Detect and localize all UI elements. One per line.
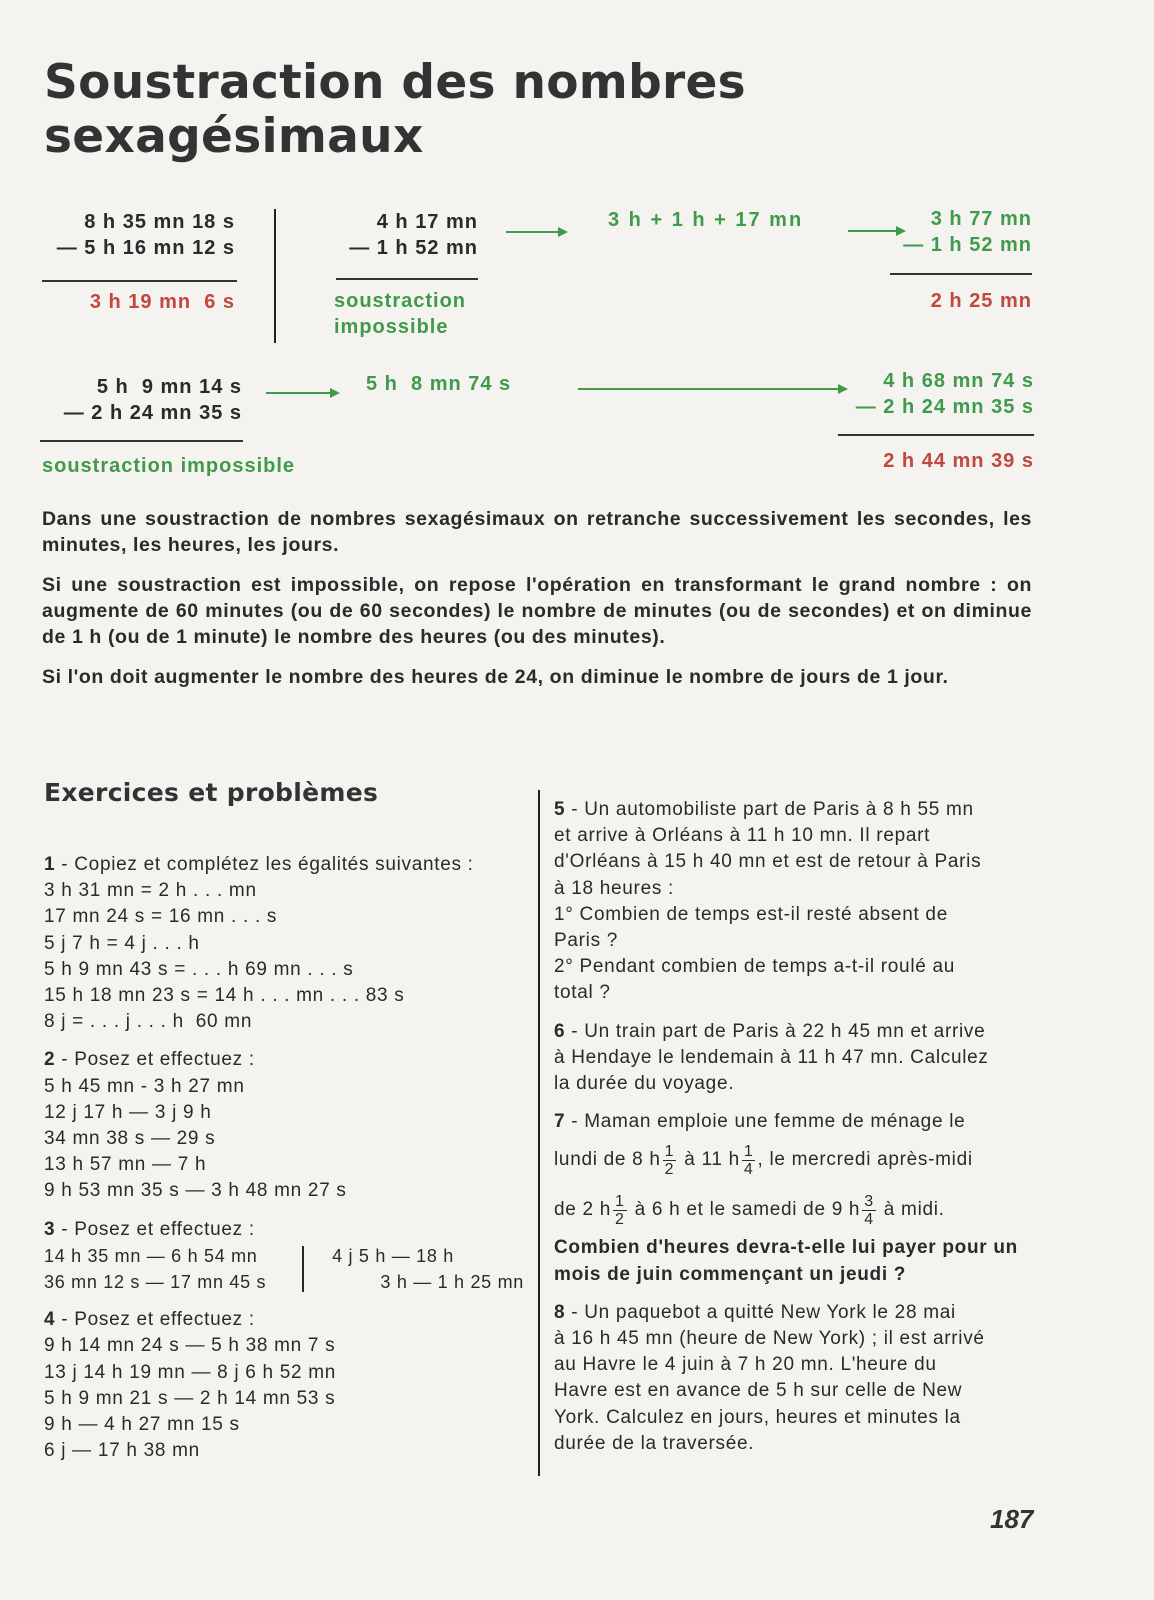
exercise-2-intro: 2 - Posez et effectuez : (44, 1049, 255, 1071)
ex3-transform: 5 h 8 mn 74 s (366, 373, 512, 395)
rule-2: Si une soustraction est impossible, on repose l'opération en transformant le grand nombre : on augmente de 60 minutes (ou de 60 secondes) le nombre de minutes (ou de secondes) et on diminue de 1 h (ou de 1 minute) le nombre des heures (ou des minutes). (42, 574, 1032, 648)
ex3-minuend-transformed: 4 h 68 mn 74 s (883, 370, 1034, 392)
title-line-1: Soustraction des nombres (44, 55, 746, 110)
fraction: $\frac{1}{4}$ (743, 1142, 754, 1178)
exercise-3-line: 4 j 5 h — 18 h (332, 1245, 454, 1266)
ex3-subtrahend: — 2 h 24 mn 35 s (63, 402, 242, 424)
ex-divider (274, 209, 276, 343)
column-divider (538, 790, 540, 1476)
exercise-7-line: 7 - Maman emploie une femme de ménage le (554, 1111, 966, 1133)
exercise-2-line: 5 h 45 mn - 3 h 27 mn (44, 1075, 245, 1097)
ex2-result: 2 h 25 mn (930, 290, 1032, 312)
exercise-3-line: 3 h — 1 h 25 mn (380, 1272, 524, 1293)
ex3-result: 2 h 44 mn 39 s (883, 450, 1034, 472)
ex2-subtrahend: — 1 h 52 mn (349, 237, 478, 259)
exercise-5-line: d'Orléans à 15 h 40 mn et est de retour à Paris (554, 851, 982, 873)
exercise-8-line: au Havre le 4 juin à 7 h 20 mn. L'heure du (554, 1354, 937, 1376)
fraction: $\frac{1}{2}$ (664, 1142, 675, 1178)
ex2-rule (336, 278, 478, 280)
exercise-1-line: 5 h 9 mn 43 s = . . . h 69 mn . . . s (44, 958, 354, 980)
rule-1: Dans une soustraction de nombres sexagésimaux on retranche successivement les secondes, les minutes, les heures, les jours. (42, 508, 1032, 556)
ex1-minuend: 8 h 35 mn 18 s (84, 211, 235, 233)
exercise-5-line: 1° Combien de temps est-il resté absent de (554, 903, 948, 925)
exercises-right-column (554, 797, 1034, 1457)
exercise-4-line: 9 h 14 mn 24 s — 5 h 38 mn 7 s (44, 1335, 336, 1357)
ex1-result: 3 h 19 mn 6 s (89, 291, 235, 313)
ex3-rule-transformed (838, 434, 1034, 436)
exercise-5-line: et arrive à Orléans à 11 h 10 mn. Il repart (554, 825, 931, 847)
ex3-minuend: 5 h 9 mn 14 s (96, 376, 242, 398)
ex2-transform: 3 h + 1 h + 17 mn (608, 209, 804, 231)
exercise-4-line: 13 j 14 h 19 mn — 8 j 6 h 52 mn (44, 1361, 337, 1383)
title-line-2: sexagésimaux (44, 109, 424, 164)
exercise-1-line: 5 j 7 h = 4 j . . . h (44, 932, 200, 954)
exercise-4-line: 5 h 9 mn 21 s — 2 h 14 mn 53 s (44, 1387, 336, 1409)
ex1-subtrahend: — 5 h 16 mn 12 s (56, 237, 235, 259)
ex3-subtrahend-transformed: — 2 h 24 mn 35 s (855, 396, 1034, 418)
exercise-3-intro: 3 - Posez et effectuez : (44, 1218, 255, 1240)
exercise-4-intro: 4 - Posez et effectuez : (44, 1309, 255, 1331)
exercise-6-line: à Hendaye le lendemain à 11 h 47 mn. Calculez (554, 1046, 989, 1068)
rule-3: Si l'on doit augmenter le nombre des heures de 24, on diminue le nombre de jours de 1 jour. (42, 666, 949, 688)
ex2-note-2: impossible (334, 316, 449, 338)
ex2-minuend-transformed: 3 h 77 mn (930, 208, 1032, 230)
exercise-1-intro: 1 - Copiez et complétez les égalités suivantes : (44, 854, 474, 875)
exercise-4-line: 9 h — 4 h 27 mn 15 s (44, 1414, 240, 1436)
exercise-1-line: 15 h 18 mn 23 s = 14 h . . . mn . . . 83 s (44, 985, 405, 1007)
exercise-5-line: 5 - Un automobiliste part de Paris à 8 h 55 mn (554, 799, 974, 820)
exercise-8-line: à 16 h 45 mn (heure de New York) ; il est arrivé (554, 1328, 985, 1350)
ex2-note-1: soustraction (334, 290, 467, 312)
rules (42, 506, 1032, 704)
exercise-1-line: 8 j = . . . j . . . h 60 mn (44, 1011, 253, 1033)
exercise-2-line: 9 h 53 mn 35 s — 3 h 48 mn 27 s (44, 1180, 347, 1202)
exercises-heading: Exercices et problèmes (44, 778, 379, 807)
page-number: 187 (990, 1504, 1034, 1534)
fraction: $\frac{3}{4}$ (864, 1192, 874, 1228)
exercise-8-line: durée de la traversée. (554, 1432, 755, 1454)
exercise-7-question: mois de juin commençant un jeudi ? (554, 1263, 907, 1285)
exercise-8-line: 8 - Un paquebot a quitté New York le 28 mai (554, 1301, 956, 1323)
exercise-5-line: total ? (554, 982, 611, 1004)
exercise-7-line: de 2 h $\frac{1}{2}$ à 6 h et le samedi de 9 h $\frac{3}{4}$ à midi. (554, 1192, 945, 1228)
exercise-8-line: York. Calculez en jours, heures et minutes la (554, 1406, 961, 1428)
exercise-2-line: 34 mn 38 s — 29 s (44, 1128, 216, 1150)
ex2-subtrahend-transformed: — 1 h 52 mn (903, 234, 1032, 256)
ex2-minuend: 4 h 17 mn (376, 211, 478, 233)
exercise-6-line: la durée du voyage. (554, 1073, 735, 1095)
exercises-left-column (44, 852, 524, 1464)
ex3-arrow-2 (578, 388, 846, 390)
exercise-3-operations (44, 1243, 524, 1295)
exercise-5-line: Paris ? (554, 930, 619, 952)
exercise-4-line: 6 j — 17 h 38 mn (44, 1440, 200, 1462)
ex3-note: soustraction impossible (42, 455, 296, 477)
ex2-rule-transformed (890, 273, 1032, 275)
page-title (44, 56, 746, 164)
exercise-1-line: 17 mn 24 s = 16 mn . . . s (44, 906, 278, 928)
exercise-5-line: 2° Pendant combien de temps a-t-il roulé au (554, 956, 956, 978)
exercise-1-line: 3 h 31 mn = 2 h . . . mn (44, 880, 257, 902)
exercise-7-line: lundi de 8 h $\frac{1}{2}$ à 11 h $\frac{1}{4}$ , le mercredi après-midi (554, 1142, 973, 1178)
ex2-arrow-1 (506, 231, 566, 233)
exercise-6-line: 6 - Un train part de Paris à 22 h 45 mn et arrive (554, 1020, 986, 1042)
exercise-5-line: à 18 heures : (554, 877, 675, 899)
exercise-7-question: Combien d'heures devra-t-elle lui payer pour un (554, 1237, 1018, 1259)
ex3-arrow-1 (266, 392, 338, 394)
exercise-8-line: Havre est en avance de 5 h sur celle de New (554, 1380, 963, 1402)
ex3-rule (40, 440, 243, 442)
exercise-2-line: 12 j 17 h — 3 j 9 h (44, 1101, 212, 1123)
ex1-rule (42, 280, 237, 282)
exercise-3-line: 36 mn 12 s — 17 mn 45 s (44, 1272, 267, 1293)
fraction: $\frac{1}{2}$ (615, 1192, 625, 1228)
exercise-2-line: 13 h 57 mn — 7 h (44, 1154, 207, 1176)
exercise-3-line: 14 h 35 mn — 6 h 54 mn (44, 1245, 258, 1266)
